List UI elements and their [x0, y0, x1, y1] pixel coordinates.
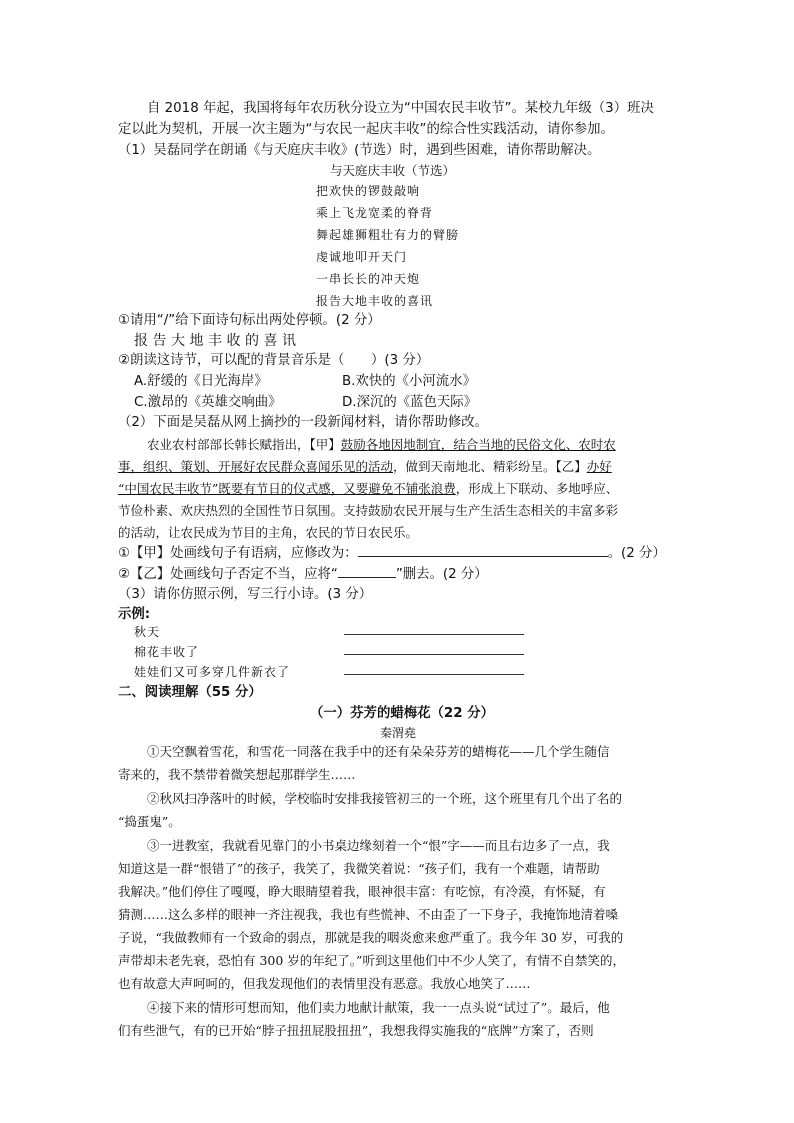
q2-sub1 — [118, 544, 666, 563]
option-a: A.舒缓的《日光海岸》 — [134, 374, 268, 389]
q2-sub2 — [118, 565, 488, 584]
option-c: C.激昂的《英雄交响曲》 — [134, 395, 282, 410]
poem-line: 把欢快的锣鼓敲响 — [316, 184, 421, 198]
answer-line[interactable] — [344, 654, 524, 655]
para-1-line: 寄来的，我不禁带着微笑想起那群学生…… — [118, 767, 356, 782]
poem-line: 乘上飞龙宽柔的脊背 — [316, 206, 434, 220]
news-line-2 — [118, 458, 612, 476]
para-4-line: 们有些泄气，有的已开始“脖子扭扭屁股扭扭”，我想我得实施我的“底牌”方案了，否则 — [118, 1023, 594, 1038]
para-3-line: 知道这是一群“恨错了”的孩子，我笑了，我微笑着说：“孩子们，我有一个难题，请帮助 — [118, 861, 600, 876]
q3-stem: （3）请你仿照示例，写三行小诗。(3 分） — [118, 587, 373, 602]
news-line-1 — [147, 436, 616, 454]
poem-line: 报告大地丰收的喜讯 — [316, 294, 434, 308]
example-line: 娃娃们又可多穿几件新衣了 — [134, 665, 291, 679]
q1-sub1-stem: ①请用“/”给下面诗句标出两处停顿。(2 分） — [118, 313, 381, 328]
q2-sub1-score: 。(2 分） — [607, 546, 666, 561]
option-d: D.深沉的《蓝色天际》 — [342, 395, 478, 410]
intro-line-1: 自 2018 年起，我国将每年农历秋分设立为“中国农民丰收节”。某校九年级（3）班决 — [147, 101, 654, 116]
poem-line: 舞起雄狮粗壮有力的臂膀 — [316, 228, 460, 242]
article-title: （一）芬芳的蜡梅花（22 分） — [310, 706, 494, 721]
para-3-line: 子说，“我做教师有一个致命的弱点，那就是我的咽炎愈来愈严重了。我今年 30 岁，可我的 — [118, 930, 624, 945]
para-3-line: 我解决。”他们停住了嘎嘎，睁大眼睛望着我，眼神很丰富：有吃惊，有冷漠，有怀疑，有 — [118, 884, 606, 899]
answer-line[interactable] — [344, 674, 524, 675]
news-underlined-jia: 鼓励各地因地制宜，结合当地的民俗文化、农时农 — [340, 437, 616, 452]
q2-sub2-text: ②【乙】处画线句子否定不当，应将“ — [118, 567, 338, 582]
news-line-3 — [118, 480, 618, 498]
news-underlined-yi: “中国农民丰收节”既要有节日的仪式感，又要避免不铺张浪费 — [118, 481, 456, 496]
article-author: 秦渭堯 — [380, 726, 417, 740]
example-line: 棉花丰收了 — [134, 645, 200, 659]
q2-stem: （2）下面是吴磊从网上摘抄的一段新闻材料，请你帮助修改。 — [118, 415, 489, 430]
para-3-line: 猜测……这么多样的眼神一齐注视我，我也有些慌神、不由歪了一下身子，我掩饰地清着嗓 — [118, 907, 619, 922]
news-line-5: 的活动，让农民成为节目的主角，农民的节日农民乐。 — [118, 525, 419, 540]
news-text: ，形成上下联动、多地呼应、 — [455, 481, 619, 496]
news-text: 农业农村部部长韩长赋指出，【甲】 — [147, 437, 341, 452]
answer-line[interactable] — [344, 634, 524, 635]
news-line-4: 节俭朴素、欢庆热烈的全国性节日氛围。支持鼓励农民开展与生产生活生态相关的丰富多彩 — [118, 503, 619, 518]
para-3-line: 声带却未老先衰，恐怕有 300 岁的年纪了。”听到这里他们中不少人笑了，有情不自禁笑的， — [118, 953, 625, 968]
q2-sub1-text: ①【甲】处画线句子有语病，应修改为： — [118, 546, 358, 561]
news-underlined-jia: 事，组织、策划、开展好农民群众喜闻乐见的活动 — [118, 459, 394, 474]
poem-line: 虔诚地叩开天门 — [316, 250, 408, 264]
answer-blank[interactable] — [358, 544, 608, 557]
option-b: B.欢快的《小河流水》 — [342, 374, 476, 389]
poem-line: 一串长长的冲天炮 — [316, 272, 421, 286]
q1-stem: （1）吴磊同学在朗诵《与天庭庆丰收》(节选）时，遇到些困难，请你帮助解决。 — [118, 143, 601, 158]
q1-sub2-stem: ②朗读这诗节，可以配的背景音乐是（ ）(3 分） — [118, 353, 430, 368]
answer-blank[interactable] — [338, 565, 396, 578]
poem-title: 与天庭庆丰收（节选） — [330, 163, 456, 178]
intro-line-2: 定以此为契机，开展一次主题为“与农民一起庆丰收”的综合性实践活动，请你参加。 — [118, 122, 614, 137]
para-3-line: ③一进教室，我就看见靠门的小书桌边缘刻着一个“恨”字——而且右边多了一点，我 — [147, 838, 610, 853]
para-1-line: ①天空飘着雪花，和雪花一同落在我手中的还有朵朵芬芳的蜡梅花——几个学生随信 — [147, 744, 610, 759]
q1-sub1-poem-line: 报告大地丰收的喜讯 — [134, 333, 301, 349]
example-line: 秋天 — [134, 625, 161, 639]
para-3-line: 也有故意大声呵呵的，但我发现他们的表情里没有恶意。我放心地笑了…… — [118, 976, 531, 991]
section-title: 二、阅读理解（55 分） — [118, 685, 262, 700]
news-text: ，做到天南地北、精彩纷呈。【乙】 — [393, 459, 587, 474]
example-label: 示例: — [118, 607, 151, 622]
para-2-line: “捣蛋鬼”。 — [118, 814, 181, 829]
para-2-line: ②秋风扫净落叶的时候，学校临时安排我接管初三的一个班，这个班里有几个出了名的 — [147, 791, 623, 806]
para-4-line: ④接下来的情形可想而知，他们卖力地献计献策，我一一点头说“试过了”。最后，他 — [147, 1000, 610, 1015]
news-underlined-yi: 办好 — [586, 459, 612, 474]
q2-sub2-score: ”删去。(2 分） — [395, 567, 488, 582]
